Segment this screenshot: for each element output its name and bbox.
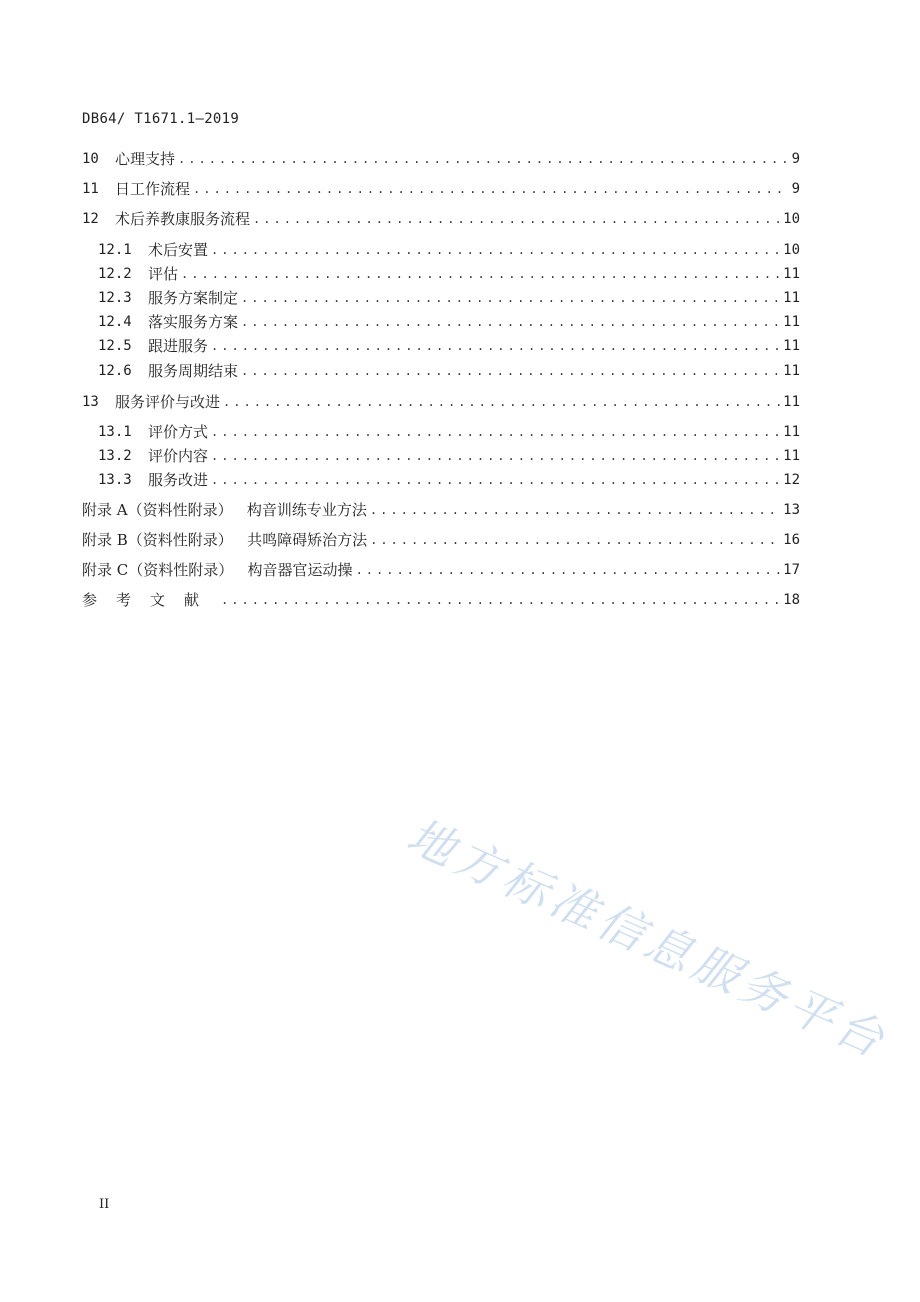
toc-entry-page: 9 bbox=[791, 181, 800, 197]
watermark: 地方标准信息服务平台 bbox=[399, 808, 897, 1070]
toc-leader-dots bbox=[241, 311, 780, 333]
toc-entry-title: 服务改进 bbox=[148, 471, 209, 489]
toc-leader-dots bbox=[211, 239, 780, 261]
toc-entry-title: 参考文献 bbox=[82, 591, 219, 609]
toc-entry-page: 13 bbox=[783, 502, 800, 518]
toc-entry-number: 13.3 bbox=[98, 472, 132, 488]
toc-entry-title: 评价方式 bbox=[148, 423, 209, 441]
toc-entry-page: 12 bbox=[783, 472, 800, 488]
toc-entry-number: 12.3 bbox=[98, 290, 132, 306]
toc-entry bbox=[98, 360, 800, 382]
toc-entry bbox=[98, 421, 800, 443]
toc-entry bbox=[82, 499, 800, 521]
toc-entry-number: 11 bbox=[82, 181, 99, 197]
toc-entry-title: 术后安置 bbox=[148, 241, 209, 259]
toc-entry-title: 服务评价与改进 bbox=[115, 393, 221, 411]
toc-leader-dots bbox=[211, 335, 780, 357]
toc-entry-title: 附录 C（资料性附录） 构音器官运动操 bbox=[82, 561, 353, 579]
toc-leader-dots bbox=[356, 559, 781, 581]
toc-entry bbox=[98, 311, 800, 333]
toc-entry bbox=[82, 589, 800, 611]
toc-leader-dots bbox=[241, 287, 780, 309]
toc-entry bbox=[98, 469, 800, 491]
toc-entry-page: 11 bbox=[783, 363, 800, 379]
toc-entry bbox=[82, 559, 800, 581]
toc-entry bbox=[98, 239, 800, 261]
toc-entry-title: 附录 B（资料性附录） 共鸣障碍矫治方法 bbox=[82, 531, 368, 549]
toc-entry-page: 10 bbox=[783, 211, 800, 227]
toc-leader-dots bbox=[211, 469, 780, 491]
toc-entry-page: 11 bbox=[783, 394, 800, 410]
toc-entry-page: 18 bbox=[783, 592, 800, 608]
toc-entry-title: 评估 bbox=[148, 265, 179, 283]
toc-entry bbox=[98, 335, 800, 357]
toc-leader-dots bbox=[221, 589, 780, 611]
toc-entry bbox=[98, 287, 800, 309]
toc-entry-number: 12.5 bbox=[98, 338, 132, 354]
toc-entry-title: 术后养教康服务流程 bbox=[115, 210, 251, 228]
toc-entry bbox=[82, 148, 800, 170]
toc-entry bbox=[82, 208, 800, 230]
toc-entry bbox=[98, 445, 800, 467]
toc-leader-dots bbox=[193, 178, 787, 200]
toc-leader-dots bbox=[178, 148, 787, 170]
toc-entry-number: 12.2 bbox=[98, 266, 132, 282]
toc-leader-dots bbox=[181, 263, 780, 285]
toc-leader-dots bbox=[370, 529, 780, 551]
toc-leader-dots bbox=[211, 445, 780, 467]
toc-leader-dots bbox=[211, 421, 780, 443]
page-number: II bbox=[99, 1197, 110, 1212]
toc-entry-page: 17 bbox=[783, 562, 800, 578]
toc-entry-title: 跟进服务 bbox=[148, 337, 209, 355]
toc-entry-number: 13 bbox=[82, 394, 99, 410]
toc-entry-title: 附录 A（资料性附录） 构音训练专业方法 bbox=[82, 501, 367, 519]
toc-entry-page: 11 bbox=[783, 266, 800, 282]
toc-entry bbox=[98, 263, 800, 285]
toc-leader-dots bbox=[370, 499, 780, 521]
toc-entry-page: 11 bbox=[783, 448, 800, 464]
toc-entry bbox=[82, 391, 800, 413]
toc-entry-page: 10 bbox=[783, 242, 800, 258]
toc-entry-page: 9 bbox=[791, 151, 800, 167]
toc-entry-number: 10 bbox=[82, 151, 99, 167]
toc-entry-number: 12.4 bbox=[98, 314, 132, 330]
toc-entry-page: 11 bbox=[783, 314, 800, 330]
toc-entry-title: 落实服务方案 bbox=[148, 313, 239, 331]
toc-leader-dots bbox=[253, 208, 780, 230]
toc-entry-number: 12 bbox=[82, 211, 99, 227]
toc-entry-title: 服务方案制定 bbox=[148, 289, 239, 307]
toc-entry-page: 11 bbox=[783, 424, 800, 440]
toc-entry-page: 11 bbox=[783, 338, 800, 354]
toc-entry bbox=[82, 529, 800, 551]
toc-entry-number: 13.2 bbox=[98, 448, 132, 464]
document-number: DB64/ T1671.1—2019 bbox=[82, 111, 240, 127]
toc-entry-number: 12.6 bbox=[98, 363, 132, 379]
toc-entry-title: 服务周期结束 bbox=[148, 362, 239, 380]
toc-entry-page: 16 bbox=[783, 532, 800, 548]
toc-entry-number: 13.1 bbox=[98, 424, 132, 440]
toc-entry-title: 心理支持 bbox=[115, 150, 176, 168]
toc-entry-title: 日工作流程 bbox=[115, 180, 191, 198]
toc-entry-title: 评价内容 bbox=[148, 447, 209, 465]
toc-entry-number: 12.1 bbox=[98, 242, 132, 258]
toc-leader-dots bbox=[223, 391, 780, 413]
toc-entry bbox=[82, 178, 800, 200]
toc-entry-page: 11 bbox=[783, 290, 800, 306]
toc-leader-dots bbox=[241, 360, 780, 382]
